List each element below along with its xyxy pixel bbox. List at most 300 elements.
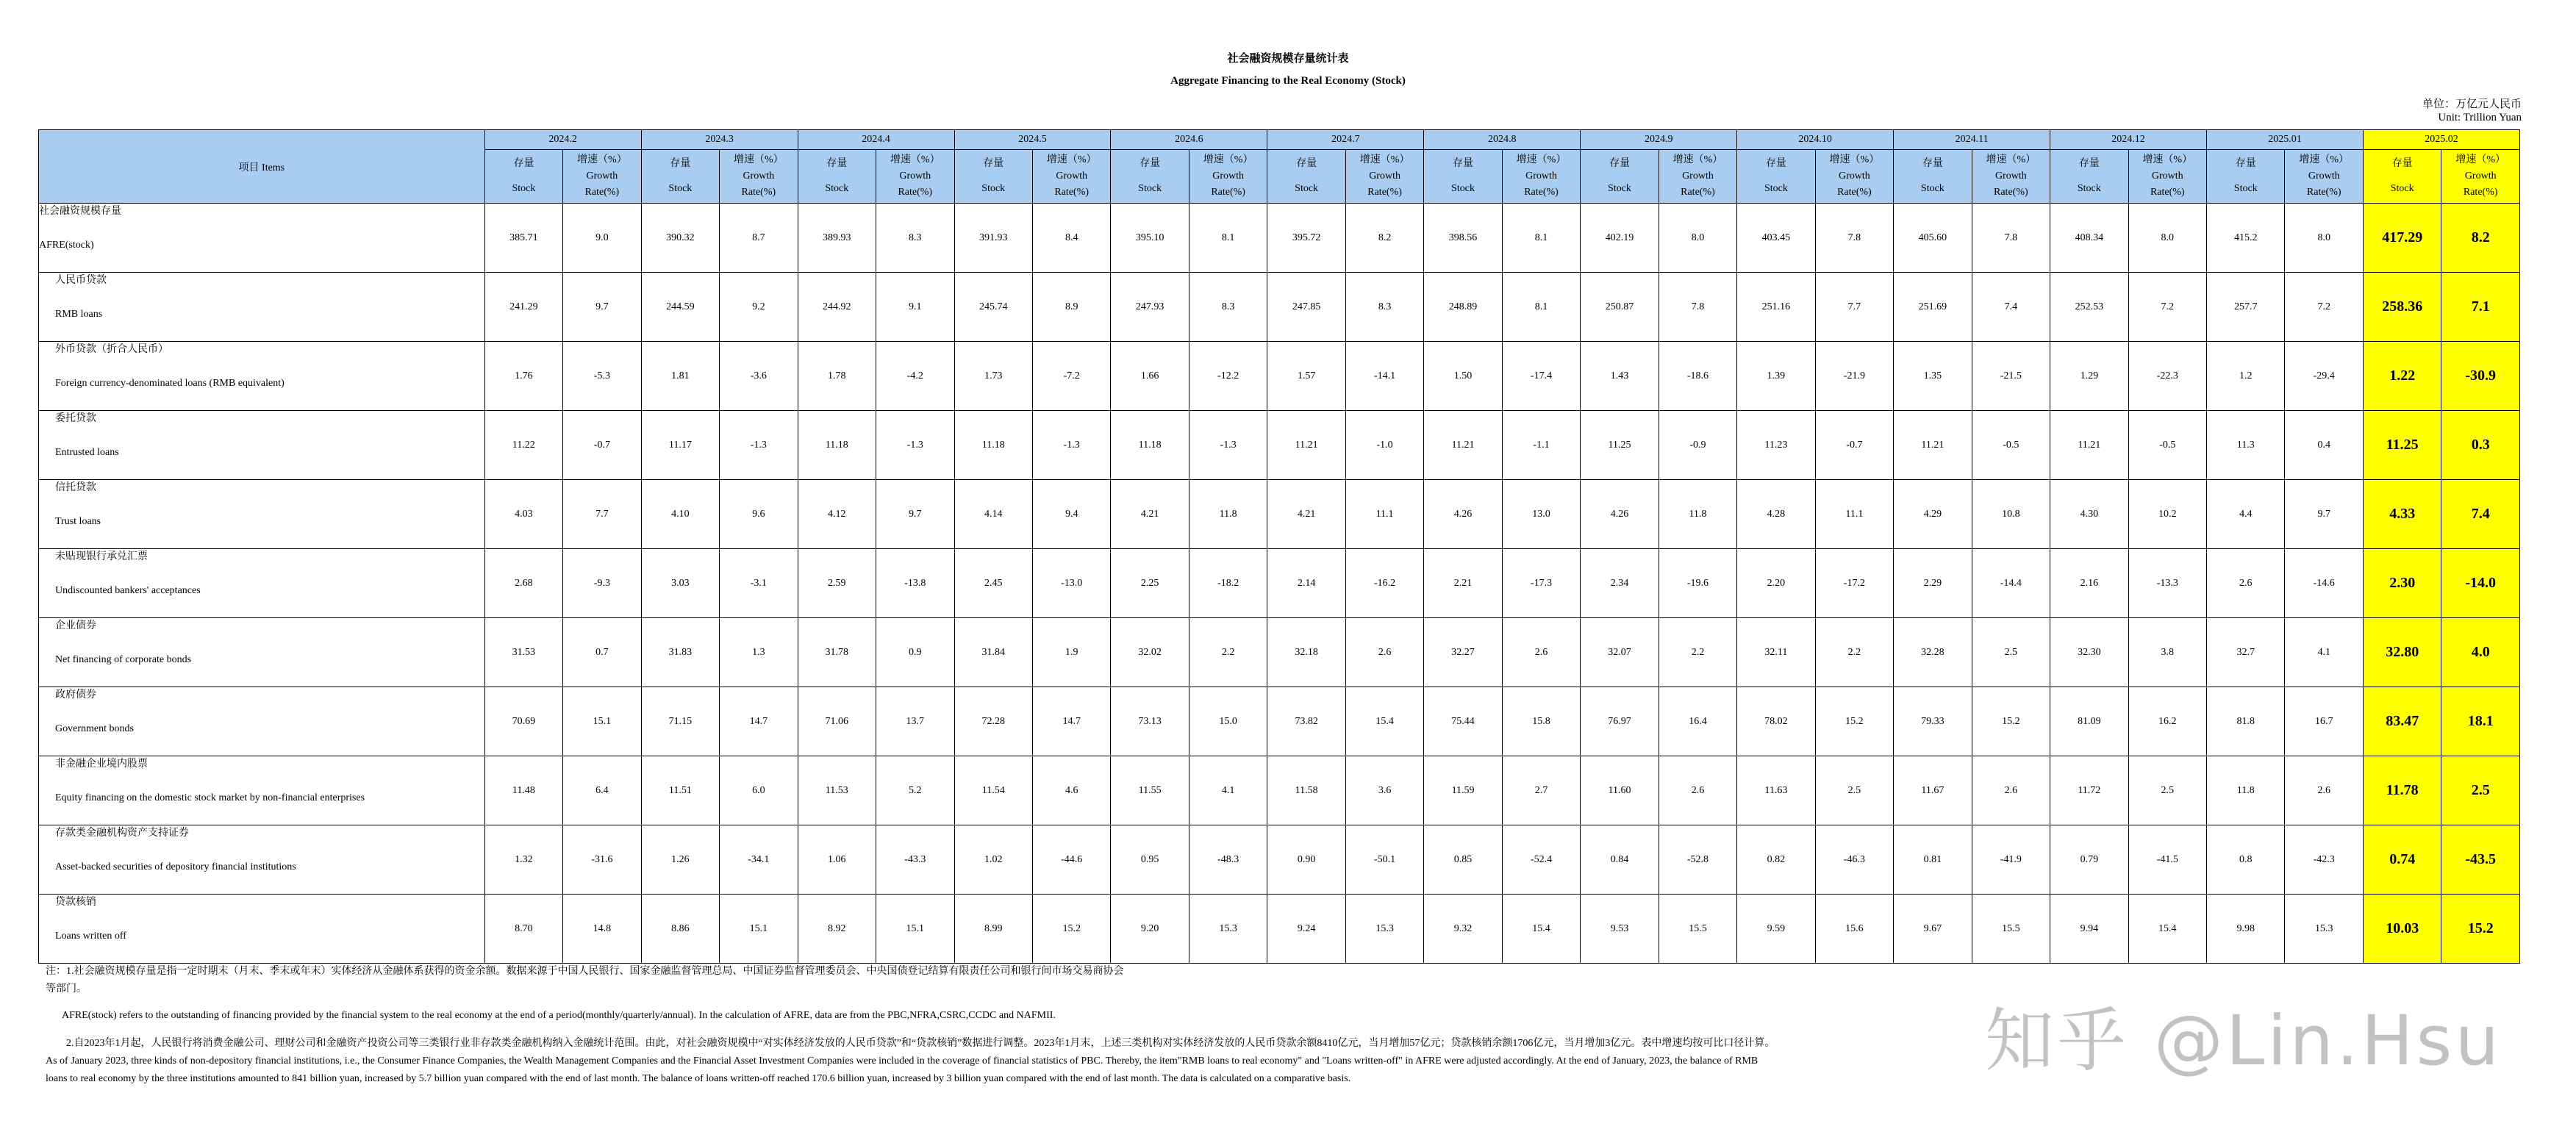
row-label-en: Government bonds: [55, 723, 134, 734]
growth-rate-cell: -0.9: [1659, 411, 1736, 480]
growth-rate-cell: -17.3: [1502, 549, 1580, 618]
row-label: [39, 342, 485, 411]
growth-rate-cell: 9.7: [876, 480, 954, 549]
stock-label-en: Stock: [1138, 183, 1162, 194]
growth-rate-cell: 6.0: [720, 756, 798, 825]
stock-value-cell: 11.18: [1111, 411, 1189, 480]
growth-rate-cell: 2.6: [2285, 756, 2363, 825]
stock-value-cell: 32.80: [2363, 618, 2441, 687]
growth-rate-cell: 2.6: [1972, 756, 2050, 825]
stock-label-cn: 存量: [1296, 158, 1317, 169]
growth-rate-subheader: [2128, 150, 2206, 204]
row-label-cn: 外币贷款（折合人民币）: [55, 344, 168, 355]
row-label: [39, 549, 485, 618]
growth-rate-cell: -13.0: [1032, 549, 1110, 618]
growth-rate-cell: 16.2: [2128, 687, 2206, 756]
stock-label-en: Stock: [2390, 183, 2414, 194]
growth-rate-cell: -16.2: [1345, 549, 1423, 618]
growth-rate-cell: -0.7: [563, 411, 641, 480]
growth-rate-cell: 15.1: [563, 687, 641, 756]
growth-rate-cell: 15.4: [1345, 687, 1423, 756]
growth-rate-cell: 9.0: [563, 204, 641, 273]
growth-rate-cell: 14.8: [563, 895, 641, 964]
stock-value-cell: 11.53: [798, 756, 876, 825]
growth-rate-cell: 8.1: [1502, 204, 1580, 273]
stock-value-cell: 385.71: [484, 204, 562, 273]
stock-label-cn: 存量: [983, 158, 1004, 169]
growth-rate-cell: 8.2: [1345, 204, 1423, 273]
growth-rate-cell: 2.2: [1659, 618, 1736, 687]
stock-value-cell: 403.45: [1737, 204, 1815, 273]
growth-rate-subheader: [563, 150, 641, 204]
stock-value-cell: 415.2: [2207, 204, 2285, 273]
growth-rate-cell: -12.2: [1189, 342, 1267, 411]
stock-value-cell: 4.10: [641, 480, 719, 549]
stock-value-cell: 75.44: [1424, 687, 1502, 756]
growth-rate-label: Rate(%): [1367, 187, 1402, 198]
growth-rate-cell: 2.5: [1972, 618, 2050, 687]
stock-value-cell: 248.89: [1424, 273, 1502, 342]
growth-rate-cell: -0.5: [2128, 411, 2206, 480]
growth-rate-cell: 16.7: [2285, 687, 2363, 756]
stock-label-en: Stock: [1920, 183, 1944, 194]
stock-value-cell: 79.33: [1894, 687, 1972, 756]
growth-rate-label: Growth: [1212, 171, 1245, 182]
month-header: 2024.5: [954, 130, 1111, 150]
row-label-cn: 存款类金融机构资产支持证券: [55, 828, 189, 839]
growth-rate-cell: 13.7: [876, 687, 954, 756]
stock-value-cell: 250.87: [1581, 273, 1659, 342]
growth-rate-label: 增速（%）: [1672, 154, 1723, 165]
stock-label-cn: 存量: [1765, 158, 1786, 169]
month-header: 2024.10: [1737, 130, 1894, 150]
growth-rate-cell: 7.4: [2441, 480, 2520, 549]
month-header: 2024.2: [484, 130, 641, 150]
stock-value-cell: 1.57: [1267, 342, 1345, 411]
stock-value-cell: 2.16: [2050, 549, 2128, 618]
stock-value-cell: 11.3: [2207, 411, 2285, 480]
growth-rate-cell: 4.0: [2441, 618, 2520, 687]
growth-rate-cell: -21.5: [1972, 342, 2050, 411]
stock-value-cell: 247.93: [1111, 273, 1189, 342]
stock-value-cell: 81.09: [2050, 687, 2128, 756]
table-row: [39, 273, 2520, 342]
growth-rate-label: Growth: [586, 171, 618, 182]
month-header: 2024.7: [1267, 130, 1424, 150]
stock-label-en: Stock: [1608, 183, 1631, 194]
note-1-en: AFRE(stock) refers to the outstanding of financing provided by the financial system to the real economy at the end of a period(monthly/quarterly/annual). In the calculation of AFRE, data are from the PBC,NFRA,CSRC,CCDC and NAFMII.: [62, 1010, 1056, 1021]
growth-rate-subheader: [1815, 150, 1893, 204]
stock-value-cell: 402.19: [1581, 204, 1659, 273]
stock-value-cell: 11.60: [1581, 756, 1659, 825]
row-label-en: RMB loans: [55, 309, 103, 320]
growth-rate-cell: 11.1: [1815, 480, 1893, 549]
stock-label-en: Stock: [1764, 183, 1788, 194]
table-row: [39, 480, 2520, 549]
growth-rate-subheader: [1345, 150, 1423, 204]
growth-rate-label: Growth: [1525, 171, 1557, 182]
stock-value-cell: 0.90: [1267, 825, 1345, 895]
unit-label-en: Unit: Trillion Yuan: [2438, 112, 2522, 123]
stock-value-cell: 31.78: [798, 618, 876, 687]
growth-rate-cell: 14.7: [1032, 687, 1110, 756]
stock-value-cell: 245.74: [954, 273, 1032, 342]
stock-label-en: Stock: [512, 183, 536, 194]
growth-rate-subheader: [2285, 150, 2363, 204]
growth-rate-cell: 10.2: [2128, 480, 2206, 549]
table-row: [39, 756, 2520, 825]
stock-value-cell: 391.93: [954, 204, 1032, 273]
stock-label-cn: 存量: [1922, 158, 1943, 169]
growth-rate-label: Rate(%): [1524, 187, 1559, 198]
growth-rate-cell: -41.9: [1972, 825, 2050, 895]
stock-value-cell: 0.82: [1737, 825, 1815, 895]
growth-rate-cell: 8.1: [1502, 273, 1580, 342]
row-label-en: AFRE(stock): [39, 240, 94, 251]
stock-value-cell: 11.21: [1894, 411, 1972, 480]
row-label-cn: 贷款核销: [55, 897, 96, 908]
stock-value-cell: 11.25: [1581, 411, 1659, 480]
row-label: [39, 825, 485, 895]
growth-rate-cell: 2.5: [2128, 756, 2206, 825]
growth-rate-cell: 15.5: [1972, 895, 2050, 964]
stock-value-cell: 32.02: [1111, 618, 1189, 687]
growth-rate-cell: 15.2: [1032, 895, 1110, 964]
stock-value-cell: 11.63: [1737, 756, 1815, 825]
growth-rate-cell: 2.5: [1815, 756, 1893, 825]
stock-value-cell: 1.81: [641, 342, 719, 411]
row-label: [39, 756, 485, 825]
growth-rate-cell: 2.5: [2441, 756, 2520, 825]
stock-label-cn: 存量: [2391, 158, 2413, 169]
stock-value-cell: 398.56: [1424, 204, 1502, 273]
growth-rate-cell: 9.7: [2285, 480, 2363, 549]
stock-value-cell: 11.58: [1267, 756, 1345, 825]
stock-value-cell: 244.59: [641, 273, 719, 342]
stock-value-cell: 2.59: [798, 549, 876, 618]
stock-value-cell: 1.43: [1581, 342, 1659, 411]
stock-value-cell: 0.79: [2050, 825, 2128, 895]
row-label-cn: 委托贷款: [55, 413, 96, 424]
growth-rate-cell: -44.6: [1032, 825, 1110, 895]
stock-subheader: [1737, 150, 1815, 204]
stock-value-cell: 2.30: [2363, 549, 2441, 618]
growth-rate-cell: -13.8: [876, 549, 954, 618]
stock-value-cell: 9.59: [1737, 895, 1815, 964]
stock-value-cell: 2.20: [1737, 549, 1815, 618]
stock-value-cell: 395.72: [1267, 204, 1345, 273]
growth-rate-cell: -14.6: [2285, 549, 2363, 618]
growth-rate-cell: 8.9: [1032, 273, 1110, 342]
growth-rate-cell: 2.6: [1345, 618, 1423, 687]
growth-rate-cell: -1.0: [1345, 411, 1423, 480]
growth-rate-cell: 8.3: [1345, 273, 1423, 342]
growth-rate-label: Rate(%): [1837, 187, 1872, 198]
growth-rate-label: Rate(%): [1994, 187, 2028, 198]
growth-rate-label: 增速（%）: [1516, 154, 1567, 165]
row-label-cn: 人民币贷款: [55, 275, 107, 286]
growth-rate-label: 增速（%）: [2455, 154, 2506, 165]
row-label-cn: 政府债券: [55, 689, 96, 700]
growth-rate-cell: -29.4: [2285, 342, 2363, 411]
stock-value-cell: 31.53: [484, 618, 562, 687]
row-label-en: Equity financing on the domestic stock market by non-financial enterprises: [55, 792, 365, 803]
row-label-en: Asset-backed securities of depository financial institutions: [55, 861, 296, 872]
stock-value-cell: 70.69: [484, 687, 562, 756]
stock-value-cell: 4.33: [2363, 480, 2441, 549]
stock-label-en: Stock: [981, 183, 1006, 194]
stock-value-cell: 32.18: [1267, 618, 1345, 687]
stock-value-cell: 4.14: [954, 480, 1032, 549]
stock-value-cell: 2.45: [954, 549, 1032, 618]
stock-value-cell: 78.02: [1737, 687, 1815, 756]
afre-stock-table: [38, 129, 2520, 964]
month-header: 2025.02: [2363, 130, 2519, 150]
stock-value-cell: 11.18: [798, 411, 876, 480]
unit-label-cn: 单位：万亿元人民币: [2422, 98, 2522, 110]
growth-rate-label: 增速（%）: [890, 154, 940, 165]
growth-rate-cell: -1.3: [720, 411, 798, 480]
stock-value-cell: 32.30: [2050, 618, 2128, 687]
header-row-months: [39, 130, 2520, 150]
growth-rate-cell: -9.3: [563, 549, 641, 618]
month-header: 2024.6: [1111, 130, 1267, 150]
growth-rate-cell: -31.6: [563, 825, 641, 895]
stock-subheader: [954, 150, 1032, 204]
growth-rate-cell: 11.8: [1189, 480, 1267, 549]
stock-label-en: Stock: [2077, 183, 2101, 194]
growth-rate-subheader: [1032, 150, 1110, 204]
growth-rate-subheader: [1659, 150, 1736, 204]
growth-rate-cell: 0.4: [2285, 411, 2363, 480]
stock-value-cell: 408.34: [2050, 204, 2128, 273]
growth-rate-cell: 8.2: [2441, 204, 2520, 273]
growth-rate-cell: -42.3: [2285, 825, 2363, 895]
growth-rate-label: Growth: [1994, 171, 2027, 182]
stock-label-cn: 存量: [1453, 158, 1474, 169]
growth-rate-cell: 5.2: [876, 756, 954, 825]
stock-label-en: Stock: [1295, 183, 1319, 194]
growth-rate-cell: -43.3: [876, 825, 954, 895]
stock-label-cn: 存量: [670, 158, 691, 169]
stock-value-cell: 9.67: [1894, 895, 1972, 964]
growth-rate-cell: -17.4: [1502, 342, 1580, 411]
growth-rate-cell: 15.2: [2441, 895, 2520, 964]
growth-rate-cell: 8.7: [720, 204, 798, 273]
growth-rate-cell: -4.2: [876, 342, 954, 411]
growth-rate-cell: -52.8: [1659, 825, 1736, 895]
growth-rate-label: Rate(%): [2463, 187, 2498, 198]
growth-rate-label: 增速（%）: [1359, 154, 1410, 165]
growth-rate-label: Growth: [1369, 171, 1400, 182]
growth-rate-label: 增速（%）: [2299, 154, 2350, 165]
stock-value-cell: 4.03: [484, 480, 562, 549]
stock-label-cn: 存量: [1139, 158, 1161, 169]
stock-value-cell: 9.32: [1424, 895, 1502, 964]
stock-value-cell: 390.32: [641, 204, 719, 273]
growth-rate-cell: -5.3: [563, 342, 641, 411]
stock-value-cell: 11.59: [1424, 756, 1502, 825]
stock-value-cell: 8.86: [641, 895, 719, 964]
growth-rate-cell: -13.3: [2128, 549, 2206, 618]
growth-rate-cell: 14.7: [720, 687, 798, 756]
growth-rate-cell: 7.7: [563, 480, 641, 549]
stock-value-cell: 251.16: [1737, 273, 1815, 342]
stock-subheader: [641, 150, 719, 204]
stock-value-cell: 9.94: [2050, 895, 2128, 964]
stock-value-cell: 4.28: [1737, 480, 1815, 549]
growth-rate-label: Rate(%): [1211, 187, 1245, 198]
growth-rate-cell: -18.2: [1189, 549, 1267, 618]
stock-value-cell: 2.14: [1267, 549, 1345, 618]
row-label-cn: 信托贷款: [55, 482, 96, 493]
growth-rate-label: Growth: [2151, 171, 2183, 182]
stock-value-cell: 32.7: [2207, 618, 2285, 687]
table-row: [39, 825, 2520, 895]
growth-rate-cell: -0.7: [1815, 411, 1893, 480]
growth-rate-subheader: [876, 150, 954, 204]
stock-value-cell: 1.78: [798, 342, 876, 411]
growth-rate-cell: 8.4: [1032, 204, 1110, 273]
growth-rate-subheader: [1972, 150, 2050, 204]
growth-rate-label: Rate(%): [2306, 187, 2341, 198]
note-1-cn-cont: 等部门。: [46, 983, 87, 994]
stock-value-cell: 11.55: [1111, 756, 1189, 825]
growth-rate-cell: 15.1: [720, 895, 798, 964]
stock-value-cell: 395.10: [1111, 204, 1189, 273]
row-label: [39, 480, 485, 549]
growth-rate-cell: 15.4: [1502, 895, 1580, 964]
growth-rate-cell: -43.5: [2441, 825, 2520, 895]
stock-value-cell: 11.78: [2363, 756, 2441, 825]
stock-value-cell: 1.02: [954, 825, 1032, 895]
growth-rate-cell: 3.8: [2128, 618, 2206, 687]
table-row: [39, 687, 2520, 756]
stock-label-cn: 存量: [2235, 158, 2256, 169]
growth-rate-cell: 11.1: [1345, 480, 1423, 549]
row-label-en: Net financing of corporate bonds: [55, 654, 192, 665]
stock-value-cell: 0.8: [2207, 825, 2285, 895]
stock-subheader: [1111, 150, 1189, 204]
stock-value-cell: 11.21: [1267, 411, 1345, 480]
stock-label-cn: 存量: [1609, 158, 1630, 169]
growth-rate-cell: 0.3: [2441, 411, 2520, 480]
growth-rate-label: Growth: [2308, 171, 2340, 182]
growth-rate-cell: 9.1: [876, 273, 954, 342]
growth-rate-cell: -46.3: [1815, 825, 1893, 895]
growth-rate-label: 增速（%）: [1046, 154, 1097, 165]
page-title-cn: 社会融资规模存量统计表: [1227, 53, 1349, 65]
stock-value-cell: 0.74: [2363, 825, 2441, 895]
growth-rate-cell: 15.0: [1189, 687, 1267, 756]
row-label-cn: 未贴现银行承兑汇票: [55, 551, 148, 562]
stock-value-cell: 1.06: [798, 825, 876, 895]
growth-rate-cell: 9.7: [563, 273, 641, 342]
growth-rate-label: 增速（%）: [2142, 154, 2193, 165]
stock-value-cell: 4.4: [2207, 480, 2285, 549]
growth-rate-label: Rate(%): [741, 187, 776, 198]
growth-rate-cell: 7.4: [1972, 273, 2050, 342]
growth-rate-subheader: [2441, 150, 2520, 204]
growth-rate-label: Growth: [1682, 171, 1714, 182]
stock-value-cell: 1.50: [1424, 342, 1502, 411]
growth-rate-cell: -3.6: [720, 342, 798, 411]
growth-rate-subheader: [1189, 150, 1267, 204]
stock-value-cell: 2.68: [484, 549, 562, 618]
growth-rate-cell: -7.2: [1032, 342, 1110, 411]
growth-rate-cell: 0.9: [876, 618, 954, 687]
growth-rate-cell: -3.1: [720, 549, 798, 618]
growth-rate-cell: 0.7: [563, 618, 641, 687]
stock-value-cell: 11.54: [954, 756, 1032, 825]
stock-value-cell: 9.98: [2207, 895, 2285, 964]
growth-rate-cell: 4.1: [2285, 618, 2363, 687]
stock-value-cell: 32.11: [1737, 618, 1815, 687]
stock-value-cell: 11.21: [1424, 411, 1502, 480]
growth-rate-cell: 4.6: [1032, 756, 1110, 825]
growth-rate-label: Rate(%): [2150, 187, 2185, 198]
stock-subheader: [2207, 150, 2285, 204]
stock-value-cell: 10.03: [2363, 895, 2441, 964]
stock-label-cn: 存量: [513, 158, 534, 169]
growth-rate-cell: 7.8: [1659, 273, 1736, 342]
growth-rate-cell: 15.6: [1815, 895, 1893, 964]
growth-rate-cell: -14.0: [2441, 549, 2520, 618]
stock-value-cell: 81.8: [2207, 687, 2285, 756]
stock-value-cell: 4.29: [1894, 480, 1972, 549]
growth-rate-cell: 15.3: [1345, 895, 1423, 964]
table-row: [39, 549, 2520, 618]
stock-value-cell: 9.24: [1267, 895, 1345, 964]
stock-value-cell: 1.2: [2207, 342, 2285, 411]
month-header: 2024.11: [1894, 130, 2050, 150]
stock-value-cell: 11.67: [1894, 756, 1972, 825]
row-label: [39, 204, 485, 273]
stock-value-cell: 1.29: [2050, 342, 2128, 411]
note-2-en-cont: loans to real economy by the three institutions amounted to 841 billion yuan, increased by 5.7 billion yuan compared with the end of last month. The balance of loans written-off reached 170.6 billion yuan, increased by 3 billion yuan compared with the end of last month. The data is calculated on a comparative basis.: [46, 1073, 1351, 1084]
stock-value-cell: 83.47: [2363, 687, 2441, 756]
stock-value-cell: 11.21: [2050, 411, 2128, 480]
stock-value-cell: 11.17: [641, 411, 719, 480]
growth-rate-cell: -30.9: [2441, 342, 2520, 411]
stock-subheader: [2363, 150, 2441, 204]
growth-rate-cell: 8.3: [1189, 273, 1267, 342]
growth-rate-label: Growth: [1056, 171, 1088, 182]
growth-rate-cell: 15.2: [1815, 687, 1893, 756]
row-label-cn: 企业债券: [55, 620, 96, 631]
stock-value-cell: 76.97: [1581, 687, 1659, 756]
stock-value-cell: 244.92: [798, 273, 876, 342]
growth-rate-label: Growth: [1839, 171, 1870, 182]
month-header: 2024.9: [1581, 130, 1737, 150]
stock-value-cell: 11.25: [2363, 411, 2441, 480]
stock-value-cell: 31.83: [641, 618, 719, 687]
stock-label-cn: 存量: [2078, 158, 2100, 169]
growth-rate-cell: 6.4: [563, 756, 641, 825]
stock-value-cell: 2.6: [2207, 549, 2285, 618]
growth-rate-cell: -17.2: [1815, 549, 1893, 618]
stock-value-cell: 3.03: [641, 549, 719, 618]
growth-rate-label: Rate(%): [584, 187, 620, 198]
row-label: [39, 618, 485, 687]
stock-value-cell: 31.84: [954, 618, 1032, 687]
row-label: [39, 411, 485, 480]
stock-value-cell: 71.15: [641, 687, 719, 756]
note-2-en: As of January 2023, three kinds of non-depository financial institutions, i.e., the Consumer Finance Companies, the Wealth Management Companies and the Financial Asset Investment Companies were included in the coverage of financial statistics of PBC. Thereby, the item"RMB loans to real economy" and "Loans written-off" in AFRE were adjusted accordingly. At the end of January, 2023, the balance of RMB: [46, 1055, 1759, 1067]
stock-label-en: Stock: [668, 183, 693, 194]
growth-rate-cell: -14.4: [1972, 549, 2050, 618]
stock-subheader: [2050, 150, 2128, 204]
